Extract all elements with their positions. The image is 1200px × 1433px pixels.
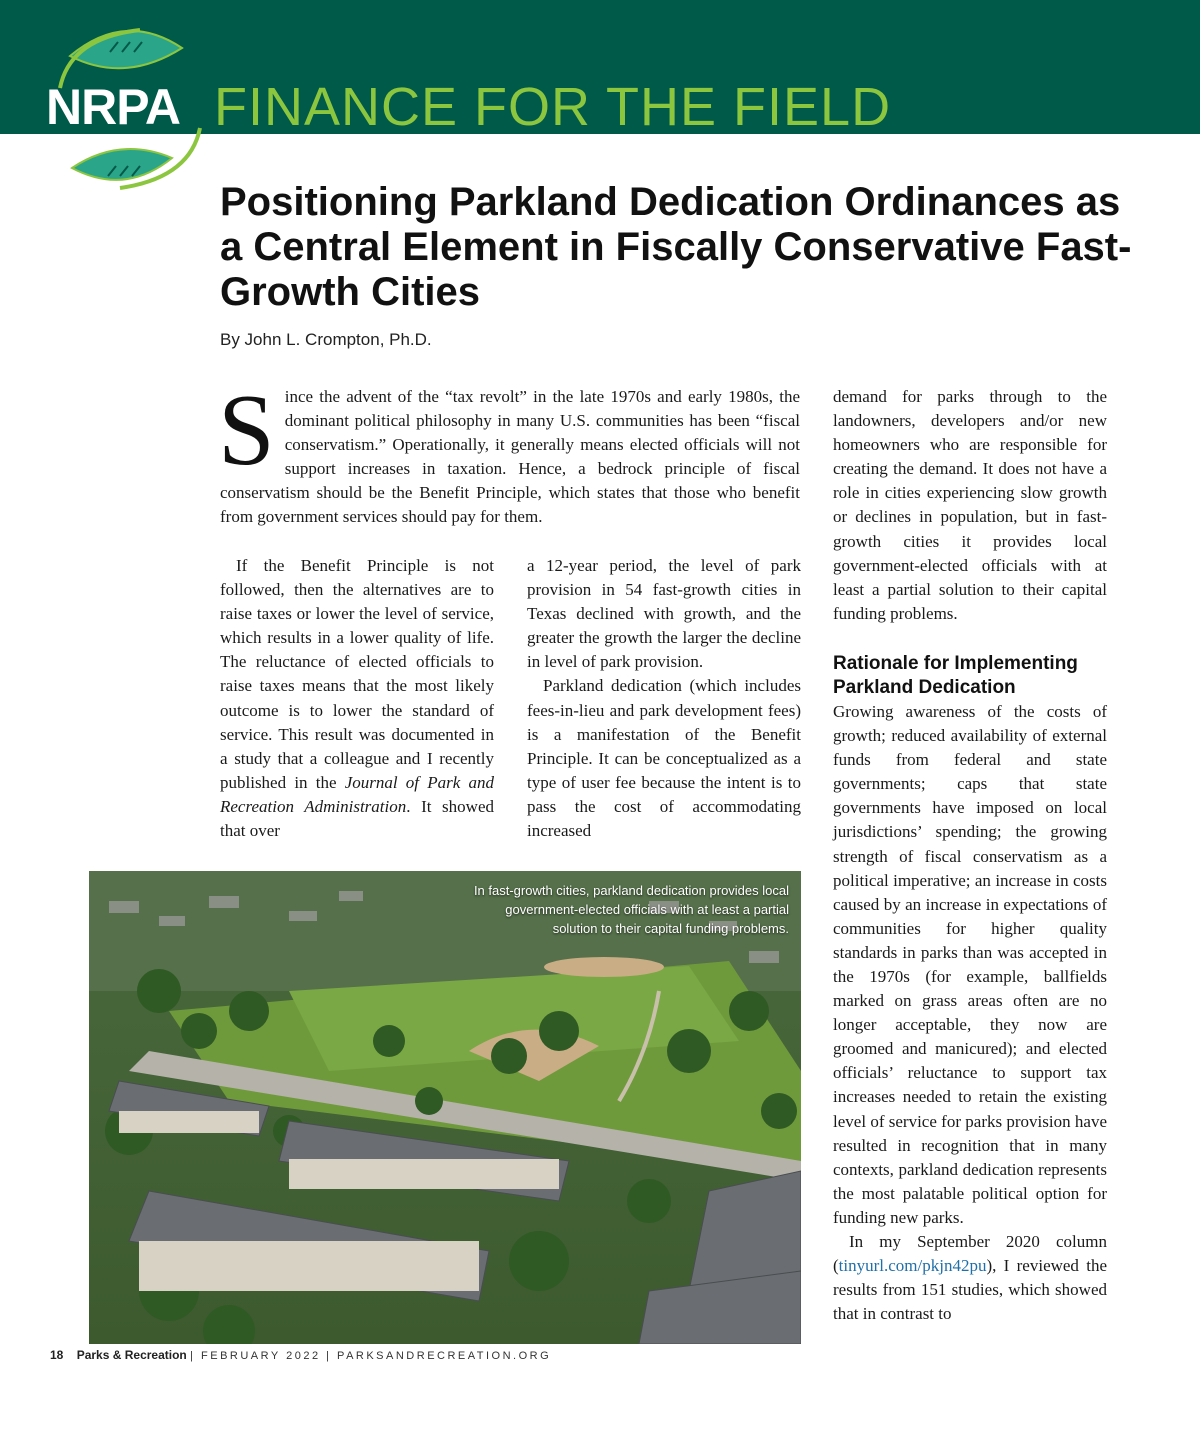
page-number: 18 — [50, 1348, 64, 1362]
paragraph: Parkland dedication (which includes fees-in-lieu and park development fees) is a manifestation of the Benefit Principle. It can be conceptualized as a type of user fee because the intent is to pass the cost of accommodating increased — [527, 676, 801, 841]
section-title: FINANCE FOR THE FIELD — [214, 77, 892, 137]
intro-text: ince the advent of the “tax revolt” in the late 1970s and early 1980s, the dominant political philosophy in many U.S. communities has been “fiscal conservatism.” Operationally, it generally means elected officials will not support increases in taxation. Hence, a bedrock principle of fiscal conservatism should be the Benefit Principle, which states that those who benefit from government services should pay for them. — [220, 387, 800, 527]
intro-paragraph — [218, 374, 800, 530]
magazine-name: Parks & Recreation — [76, 1348, 187, 1362]
column-link[interactable]: tinyurl.com/pkjn42pu — [838, 1256, 987, 1276]
drop-cap: S — [218, 374, 275, 487]
photo-caption: In fast-growth cities, parkland dedication provides local government-elected officials with at least a partial solution to their capital funding problems. — [473, 883, 789, 936]
nrpa-logo-text: NRPA — [46, 79, 180, 135]
byline: By John L. Crompton, Ph.D. — [220, 330, 432, 349]
column-1 — [220, 554, 494, 843]
website: PARKSANDRECREATION.ORG — [337, 1350, 552, 1362]
paragraph: In my September 2020 column (tinyurl.com/pkjn42pu), I reviewed the results from 151 studies, which showed that in contrast to — [833, 1232, 1107, 1324]
column-3 — [833, 385, 1107, 1326]
article-title: Positioning Parkland Dedication Ordinances as a Central Element in Fiscally Conservative Fast-Growth Cities — [220, 180, 1132, 314]
paragraph: a 12-year period, the level of park provision in 54 fast-growth cities in Texas declined with growth, and the greater the growth the larger the decline in level of park provision. — [527, 556, 801, 672]
subheading: Rationale for Implementing Parkland Dedication — [833, 652, 1078, 698]
column-2 — [527, 554, 801, 843]
journal-title: Journal of Park and Recreation Administration — [220, 772, 494, 816]
paragraph: demand for parks through to the landowners, developers and/or new homeowners who are responsible for creating the demand. It does not have a role in cities experiencing slow growth or declines in population, but in fast-growth cities it provides local government-elected officials with at least a partial solution to their capital funding problems. — [833, 387, 1107, 623]
page-footer: 18 Parks & Recreation | FEBRUARY 2022 | PARKSANDRECREATION.ORG — [50, 1348, 552, 1362]
paragraph: Growing awareness of the costs of growth; reduced availability of external funds from federal and state governments; caps that state governments have imposed on local jurisdictions’ spending; the growing strength of fiscal conservatism as a political imperative; an increase in costs caused by an increase in expectations of communities for higher quality standards in parks than was accepted in the 1970s (for example, ballfields marked on grass areas often are no longer acceptable, they now are groomed and manicured); and elected officials’ reluctance to support tax increases needed to retain the existing level of service for parks provision have resulted in recognition that in many contexts, parkland dedication represents the most palatable political option for funding new parks. — [833, 701, 1107, 1227]
paragraph: If the Benefit Principle is not followed, then the alternatives are to raise taxes or lower the level of service, which results in a lower quality of life. The reluctance of elected officials to raise taxes means that the most likely outcome is to lower the standard of service. This result was documented in a study that a colleague and I recently published in the Journal of Park and Recreation Administration. It showed that over — [220, 556, 494, 841]
aerial-photo-illustration — [89, 871, 801, 1344]
issue-date: FEBRUARY 2022 — [201, 1350, 321, 1362]
aerial-park-photo — [89, 871, 801, 1344]
